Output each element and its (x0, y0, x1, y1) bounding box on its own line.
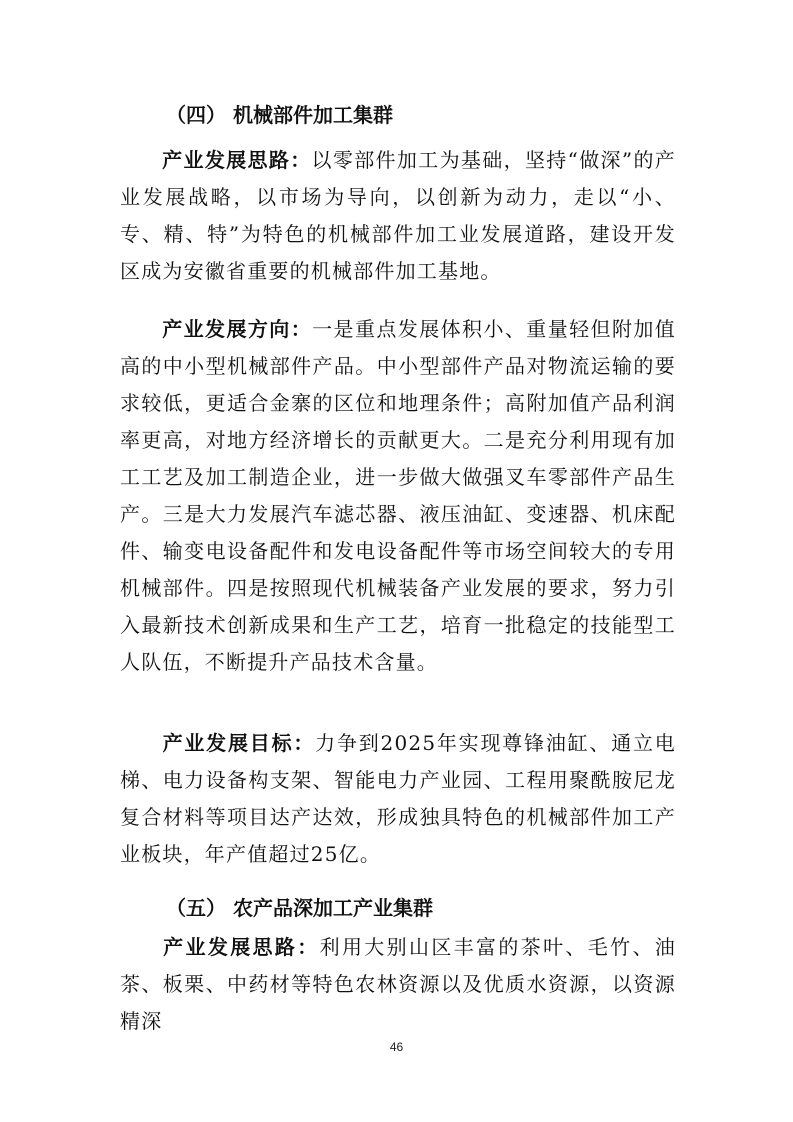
paragraph-development-approach (120, 142, 676, 290)
paragraph-body-direction: 一是重点发展体积小、重量轻但附加值高的中小型机械部件产品。中小型部件产品对物流运输的要求较低，更适合金寨的区位和地理条件；高附加值产品利润率更高，对地方经济增长的贡献更大。二是充分利用现有加工工艺及加工制造企业，进一步做大做强叉车零部件产品生产。三是大力发展汽车滤芯器、液压油缸、变速器、机床配件、输变电设备配件和发电设备配件等市场空间较大的专用机械部件。四是按照现代机械装备产业发展的要求，努力引入最新技术创新成果和生产工艺，培育一批稳定的技能型工人队伍，不断提升产品技术含量。 (120, 317, 676, 674)
section-heading-5: （五） 农产品深加工产业集群 (166, 896, 433, 920)
paragraph-body-approach: 以零部件加工为基础，坚持“做深”的产业发展战略，以市场为导向，以创新为动力，走以“小、专、精、特”为特色的机械部件加工业发展道路，建设开发区成为安徽省重要的机械部件加工基地。 (120, 148, 676, 283)
paragraph-agri-approach (120, 929, 676, 1040)
paragraph-lead-direction: 产业发展方向： (162, 317, 313, 341)
section-heading-4: （四） 机械部件加工集群 (166, 103, 393, 127)
paragraph-lead-approach: 产业发展思路： (162, 148, 312, 172)
paragraph-development-target (120, 725, 676, 873)
paragraph-development-direction (120, 311, 676, 681)
page-number: 46 (389, 1040, 404, 1054)
paragraph-lead-agri-approach: 产业发展思路： (162, 935, 320, 959)
paragraph-body-target: 力争到2025年实现尊锋油缸、通立电梯、电力设备构支架、智能电力产业园、工程用聚酰胺尼龙复合材料等项目达产达效，形成独具特色的机械部件加工产业板块，年产值超过25亿。 (120, 731, 677, 866)
paragraph-lead-target: 产业发展目标： (162, 731, 316, 755)
paragraph-body-agri-approach: 利用大别山区丰富的茶叶、毛竹、油茶、板栗、中药材等特色农林资源以及优质水资源，以资源精深 (120, 935, 677, 1033)
